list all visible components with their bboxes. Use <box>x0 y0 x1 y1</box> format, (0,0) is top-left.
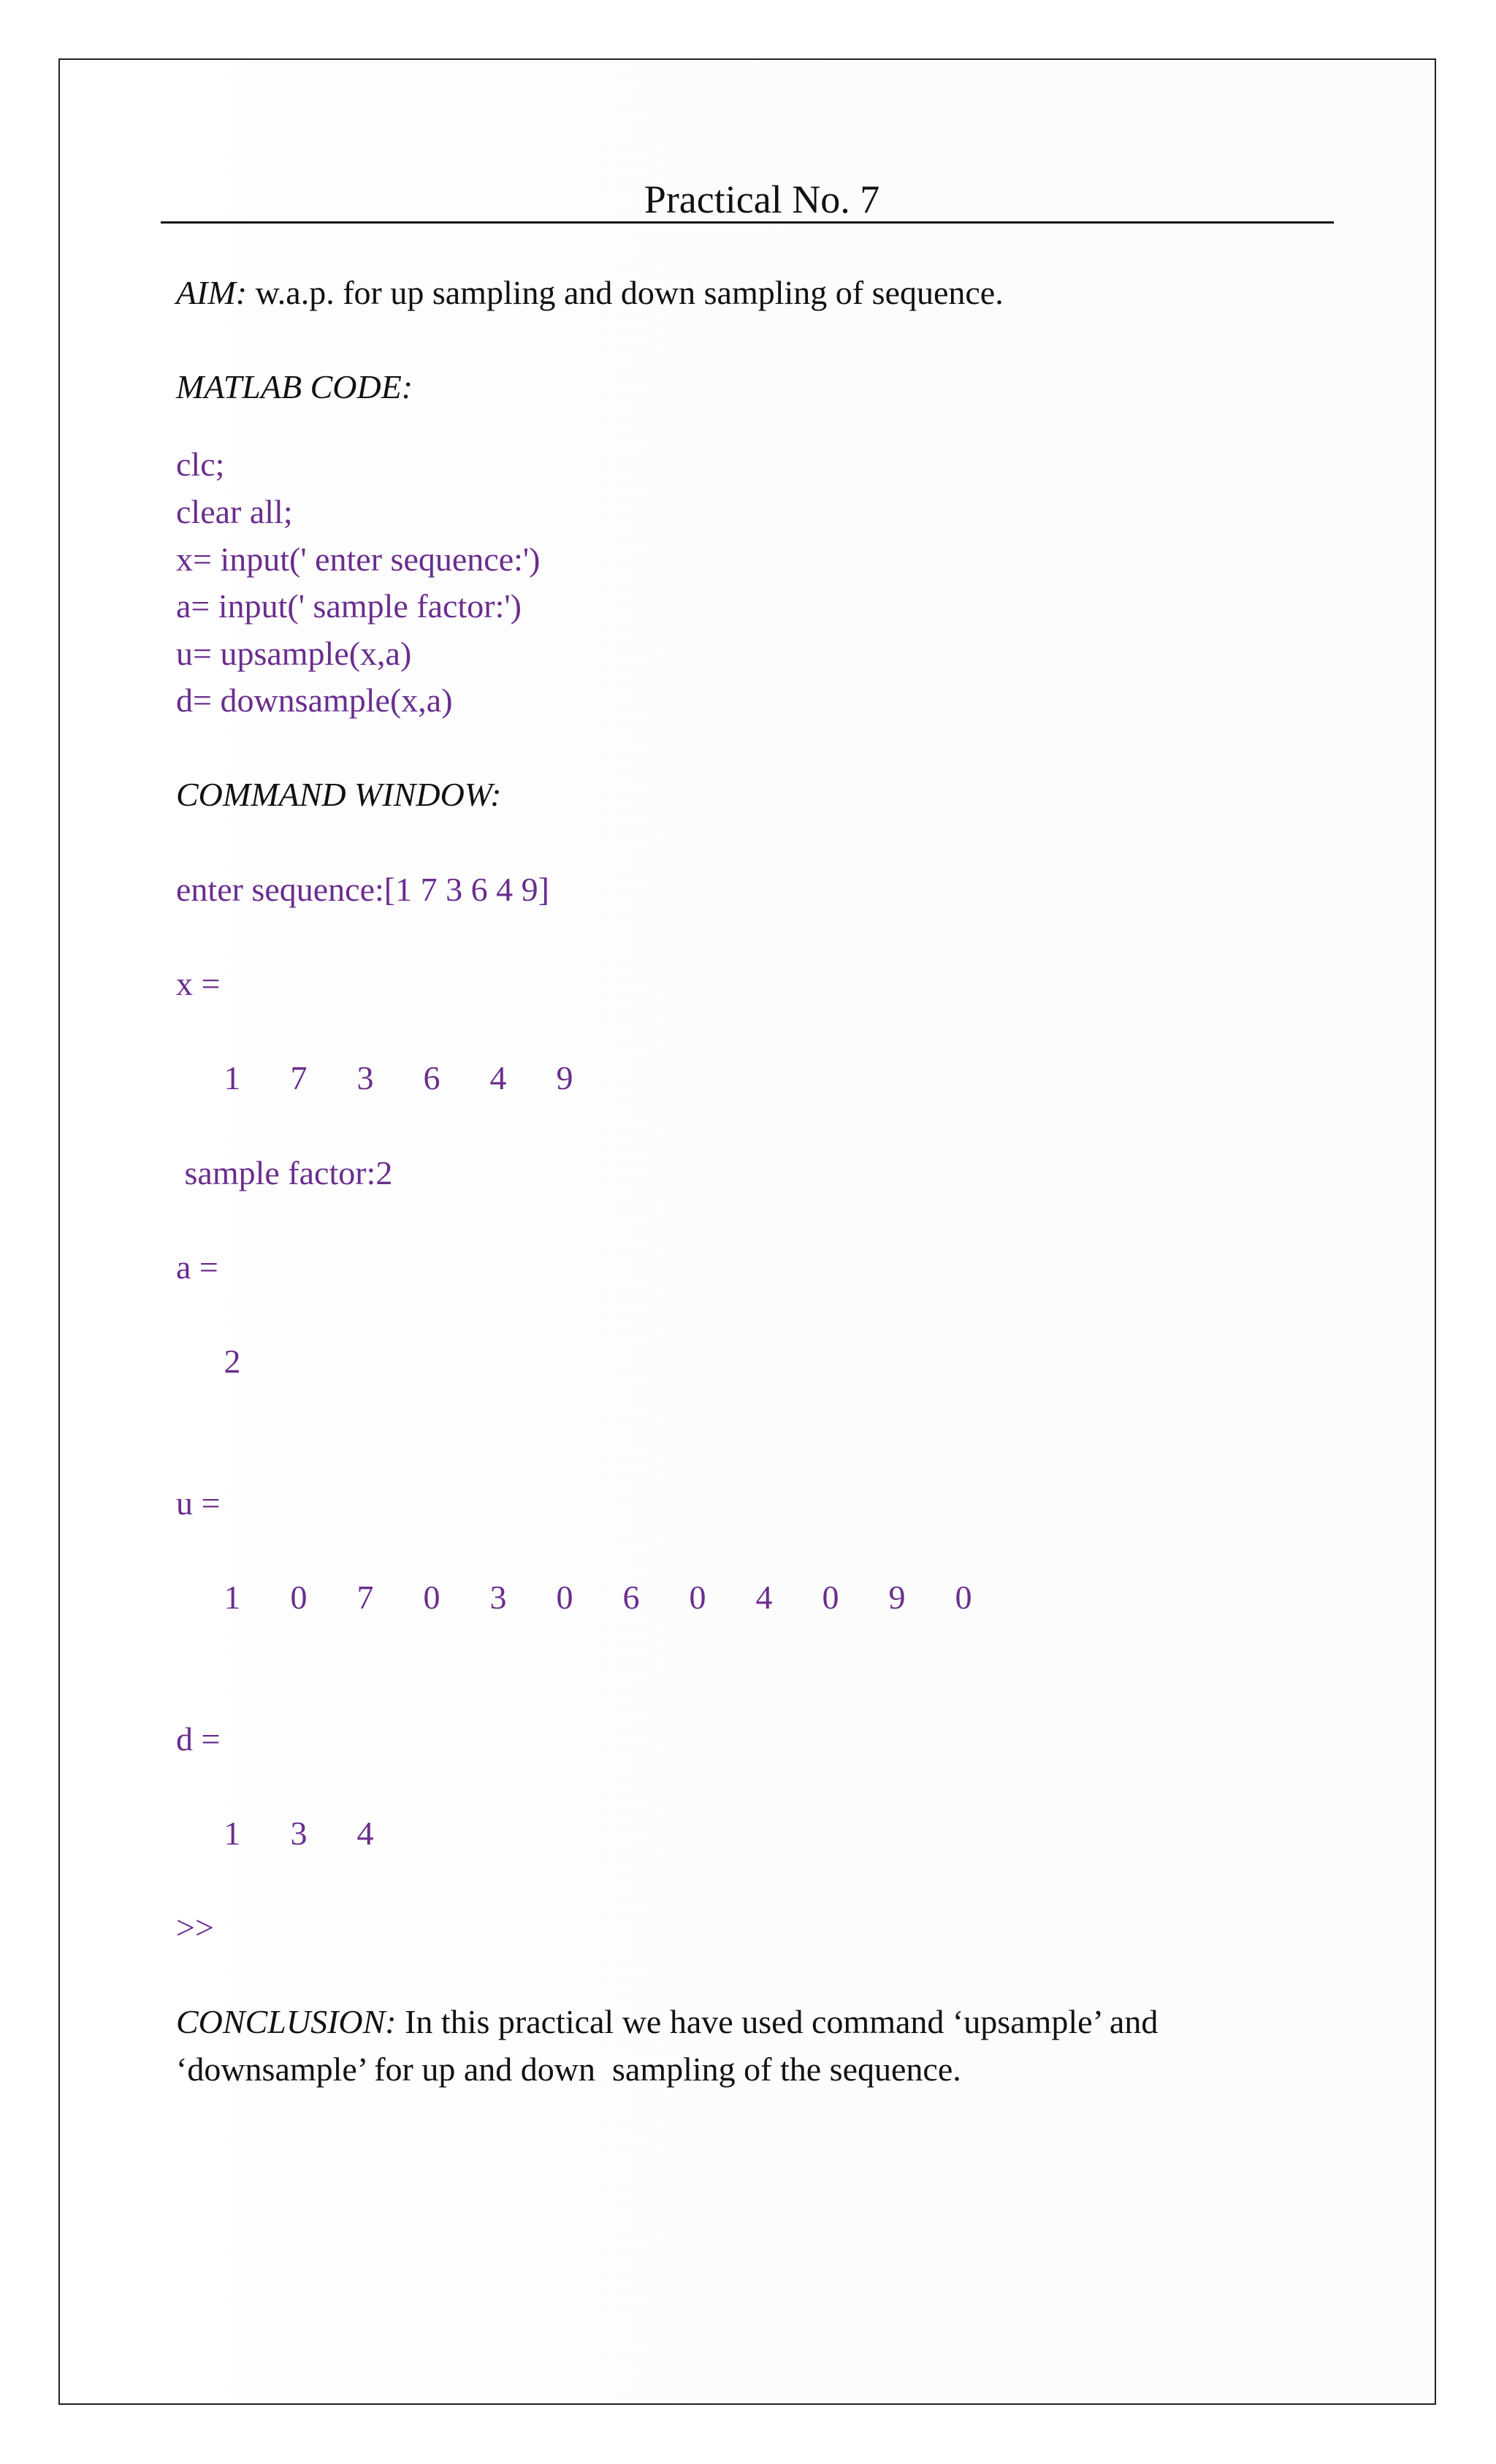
u-value: 3 <box>489 1579 507 1616</box>
u-value: 6 <box>622 1579 640 1616</box>
command-prompt: >> <box>176 1909 214 1946</box>
conclusion-line-2: ‘downsample’ for up and down sampling of the sequence. <box>176 2051 961 2088</box>
code-line: d= downsample(x,a) <box>176 682 453 719</box>
u-label: u = <box>176 1484 221 1522</box>
conclusion-line-1 <box>176 2002 1158 2042</box>
conclusion-label: CONCLUSION: <box>176 2003 397 2040</box>
u-value: 0 <box>822 1579 839 1616</box>
code-line: clear all; <box>176 493 293 530</box>
code-line: clc; <box>176 446 225 483</box>
u-value: 0 <box>955 1579 972 1616</box>
code-line: x= input(' enter sequence:') <box>176 541 541 578</box>
u-value: 0 <box>290 1579 308 1616</box>
u-value: 0 <box>423 1579 440 1616</box>
u-value: 1 <box>224 1579 241 1616</box>
conclusion-text-1: In this practical we have used command ‘upsample’ and <box>396 2003 1159 2040</box>
aim-line <box>176 272 1004 313</box>
d-value: 4 <box>356 1815 374 1852</box>
x-value: 6 <box>423 1059 440 1096</box>
u-value: 7 <box>356 1579 374 1616</box>
enter-sequence-line: enter sequence:[1 7 3 6 4 9] <box>176 871 549 908</box>
aim-label: AIM: <box>176 274 248 311</box>
page-title <box>161 175 1334 224</box>
x-label: x = <box>176 965 221 1002</box>
d-value: 3 <box>290 1815 308 1852</box>
u-value: 0 <box>556 1579 573 1616</box>
command-window-heading: COMMAND WINDOW: <box>176 776 502 813</box>
x-value: 9 <box>556 1059 573 1096</box>
u-value: 9 <box>888 1579 906 1616</box>
aim-text: w.a.p. for up sampling and down sampling of sequence. <box>247 274 1004 311</box>
x-value: 4 <box>489 1059 507 1096</box>
a-value: 2 <box>224 1343 241 1380</box>
d-label: d = <box>176 1720 221 1758</box>
u-value: 4 <box>755 1579 773 1616</box>
u-value: 0 <box>689 1579 706 1616</box>
title-text: Practical No. 7 <box>644 178 880 221</box>
a-label: a = <box>176 1248 218 1286</box>
code-line: u= upsample(x,a) <box>176 635 412 672</box>
x-value: 7 <box>290 1059 308 1096</box>
x-value: 1 <box>224 1059 241 1096</box>
x-value: 3 <box>356 1059 374 1096</box>
d-value: 1 <box>224 1815 241 1852</box>
code-line: a= input(' sample factor:') <box>176 587 522 625</box>
sample-factor-line: sample factor:2 <box>176 1154 393 1191</box>
matlab-code-heading: MATLAB CODE: <box>176 368 413 405</box>
